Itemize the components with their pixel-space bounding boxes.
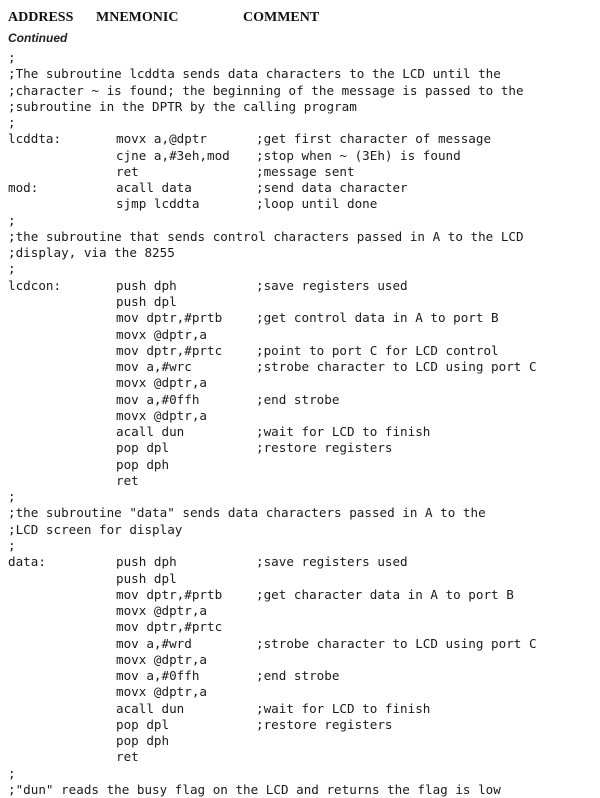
code-line <box>8 701 598 717</box>
line-mnemonic: ret <box>116 163 139 179</box>
line-comment: ;restore registers <box>256 440 393 456</box>
code-line <box>8 733 598 749</box>
code-line <box>8 245 598 261</box>
code-line <box>8 505 598 521</box>
code-line <box>8 571 598 587</box>
line-comment: ;save registers used <box>256 554 408 570</box>
line-mnemonic: movx @dptr,a <box>116 603 207 619</box>
line-mnemonic: movx @dptr,a <box>116 651 207 667</box>
line-comment: ;message sent <box>256 163 355 179</box>
code-line <box>8 164 598 180</box>
code-line <box>8 554 598 570</box>
line-comment: ;get character data in A to port B <box>256 586 514 602</box>
code-line <box>8 180 598 196</box>
line-mnemonic: mov dptr,#prtc <box>116 619 223 635</box>
line-comment: ;loop until done <box>256 196 378 212</box>
header-mnemonic: MNEMONIC <box>96 10 179 25</box>
line-mnemonic: acall data <box>116 180 192 196</box>
line-comment: ;wait for LCD to finish <box>256 700 431 716</box>
code-line <box>8 359 598 375</box>
line-mnemonic: mov a,#wrd <box>116 635 192 651</box>
code-line <box>8 83 598 99</box>
line-mnemonic: ret <box>116 472 139 488</box>
line-address: mod: <box>8 180 39 196</box>
code-line <box>8 424 598 440</box>
line-mnemonic: push dph <box>116 554 177 570</box>
code-line <box>8 50 598 66</box>
line-mnemonic: acall dun <box>116 424 185 440</box>
code-line <box>8 538 598 554</box>
line-mnemonic: pop dph <box>116 733 170 749</box>
code-line <box>8 457 598 473</box>
line-mnemonic: cjne a,#3eh,mod <box>116 147 230 163</box>
line-mnemonic: push dph <box>116 277 177 293</box>
code-line <box>8 587 598 603</box>
code-line <box>8 213 598 229</box>
line-mnemonic: mov dptr,#prtb <box>116 586 223 602</box>
line-mnemonic: push dpl <box>116 570 177 586</box>
line-mnemonic: pop dpl <box>116 440 170 456</box>
line-address: ;the subroutine "data" sends data characters passed in A to the <box>8 505 486 521</box>
line-mnemonic: movx @dptr,a <box>116 684 207 700</box>
code-line <box>8 148 598 164</box>
line-mnemonic: acall dun <box>116 700 185 716</box>
code-line <box>8 603 598 619</box>
line-mnemonic: pop dpl <box>116 716 170 732</box>
header-address: ADDRESS <box>8 10 74 25</box>
line-mnemonic: sjmp lcddta <box>116 196 200 212</box>
code-line <box>8 115 598 131</box>
code-line <box>8 668 598 684</box>
line-comment: ;send data character <box>256 180 408 196</box>
line-comment: ;point to port C for LCD control <box>256 342 499 358</box>
line-address: ;"dun" reads the busy flag on the LCD and returns the flag is low <box>8 781 501 797</box>
code-line <box>8 782 598 798</box>
code-line <box>8 343 598 359</box>
line-mnemonic: mov dptr,#prtc <box>116 342 223 358</box>
code-line <box>8 310 598 326</box>
line-comment: ;strobe character to LCD using port C <box>256 635 537 651</box>
line-comment: ;strobe character to LCD using port C <box>256 359 537 375</box>
line-comment: ;stop when ~ (3Eh) is found <box>256 147 461 163</box>
line-address: lcdcon: <box>8 277 62 293</box>
code-line <box>8 717 598 733</box>
code-line <box>8 473 598 489</box>
code-line <box>8 652 598 668</box>
line-address: ; <box>8 765 16 781</box>
code-line <box>8 684 598 700</box>
code-line <box>8 440 598 456</box>
line-address: ; <box>8 537 16 553</box>
line-comment: ;get control data in A to port B <box>256 310 499 326</box>
line-mnemonic: movx @dptr,a <box>116 326 207 342</box>
line-address: ;the subroutine that sends control characters passed in A to the LCD <box>8 228 524 244</box>
line-comment: ;get first character of message <box>256 131 492 147</box>
line-mnemonic: pop dph <box>116 456 170 472</box>
code-line <box>8 327 598 343</box>
line-mnemonic: ret <box>116 749 139 765</box>
code-line <box>8 636 598 652</box>
line-address: ;display, via the 8255 <box>8 245 175 261</box>
line-mnemonic: movx @dptr,a <box>116 407 207 423</box>
header-comment: COMMENT <box>243 10 320 25</box>
line-mnemonic: mov a,#wrc <box>116 359 192 375</box>
line-mnemonic: push dpl <box>116 293 177 309</box>
line-comment: ;end strobe <box>256 391 340 407</box>
code-listing <box>8 50 598 798</box>
line-mnemonic: movx @dptr,a <box>116 375 207 391</box>
line-comment: ;end strobe <box>256 668 340 684</box>
line-address: ; <box>8 115 16 131</box>
line-address: ; <box>8 261 16 277</box>
line-mnemonic: mov a,#0ffh <box>116 391 200 407</box>
code-line <box>8 766 598 782</box>
continued-label: Continued <box>8 31 68 45</box>
line-comment: ;save registers used <box>256 277 408 293</box>
code-line <box>8 66 598 82</box>
code-line <box>8 278 598 294</box>
line-mnemonic: movx a,@dptr <box>116 131 207 147</box>
code-line <box>8 229 598 245</box>
code-line <box>8 294 598 310</box>
line-address: ;character ~ is found; the beginning of the message is passed to the <box>8 82 524 98</box>
code-line <box>8 375 598 391</box>
code-line <box>8 749 598 765</box>
code-line <box>8 392 598 408</box>
line-mnemonic: mov dptr,#prtb <box>116 310 223 326</box>
code-line <box>8 619 598 635</box>
line-comment: ;wait for LCD to finish <box>256 424 431 440</box>
line-mnemonic: mov a,#0ffh <box>116 668 200 684</box>
code-line <box>8 261 598 277</box>
line-comment: ;restore registers <box>256 716 393 732</box>
code-line <box>8 99 598 115</box>
line-address: lcddta: <box>8 131 62 147</box>
line-address: data: <box>8 554 46 570</box>
line-address: ;subroutine in the DPTR by the calling program <box>8 98 357 114</box>
code-line <box>8 489 598 505</box>
line-address: ;The subroutine lcddta sends data characters to the LCD until the <box>8 66 501 82</box>
code-line <box>8 131 598 147</box>
line-address: ; <box>8 212 16 228</box>
line-address: ; <box>8 50 16 65</box>
code-line <box>8 196 598 212</box>
line-address: ; <box>8 489 16 505</box>
code-line <box>8 522 598 538</box>
line-address: ;LCD screen for display <box>8 521 183 537</box>
code-line <box>8 408 598 424</box>
